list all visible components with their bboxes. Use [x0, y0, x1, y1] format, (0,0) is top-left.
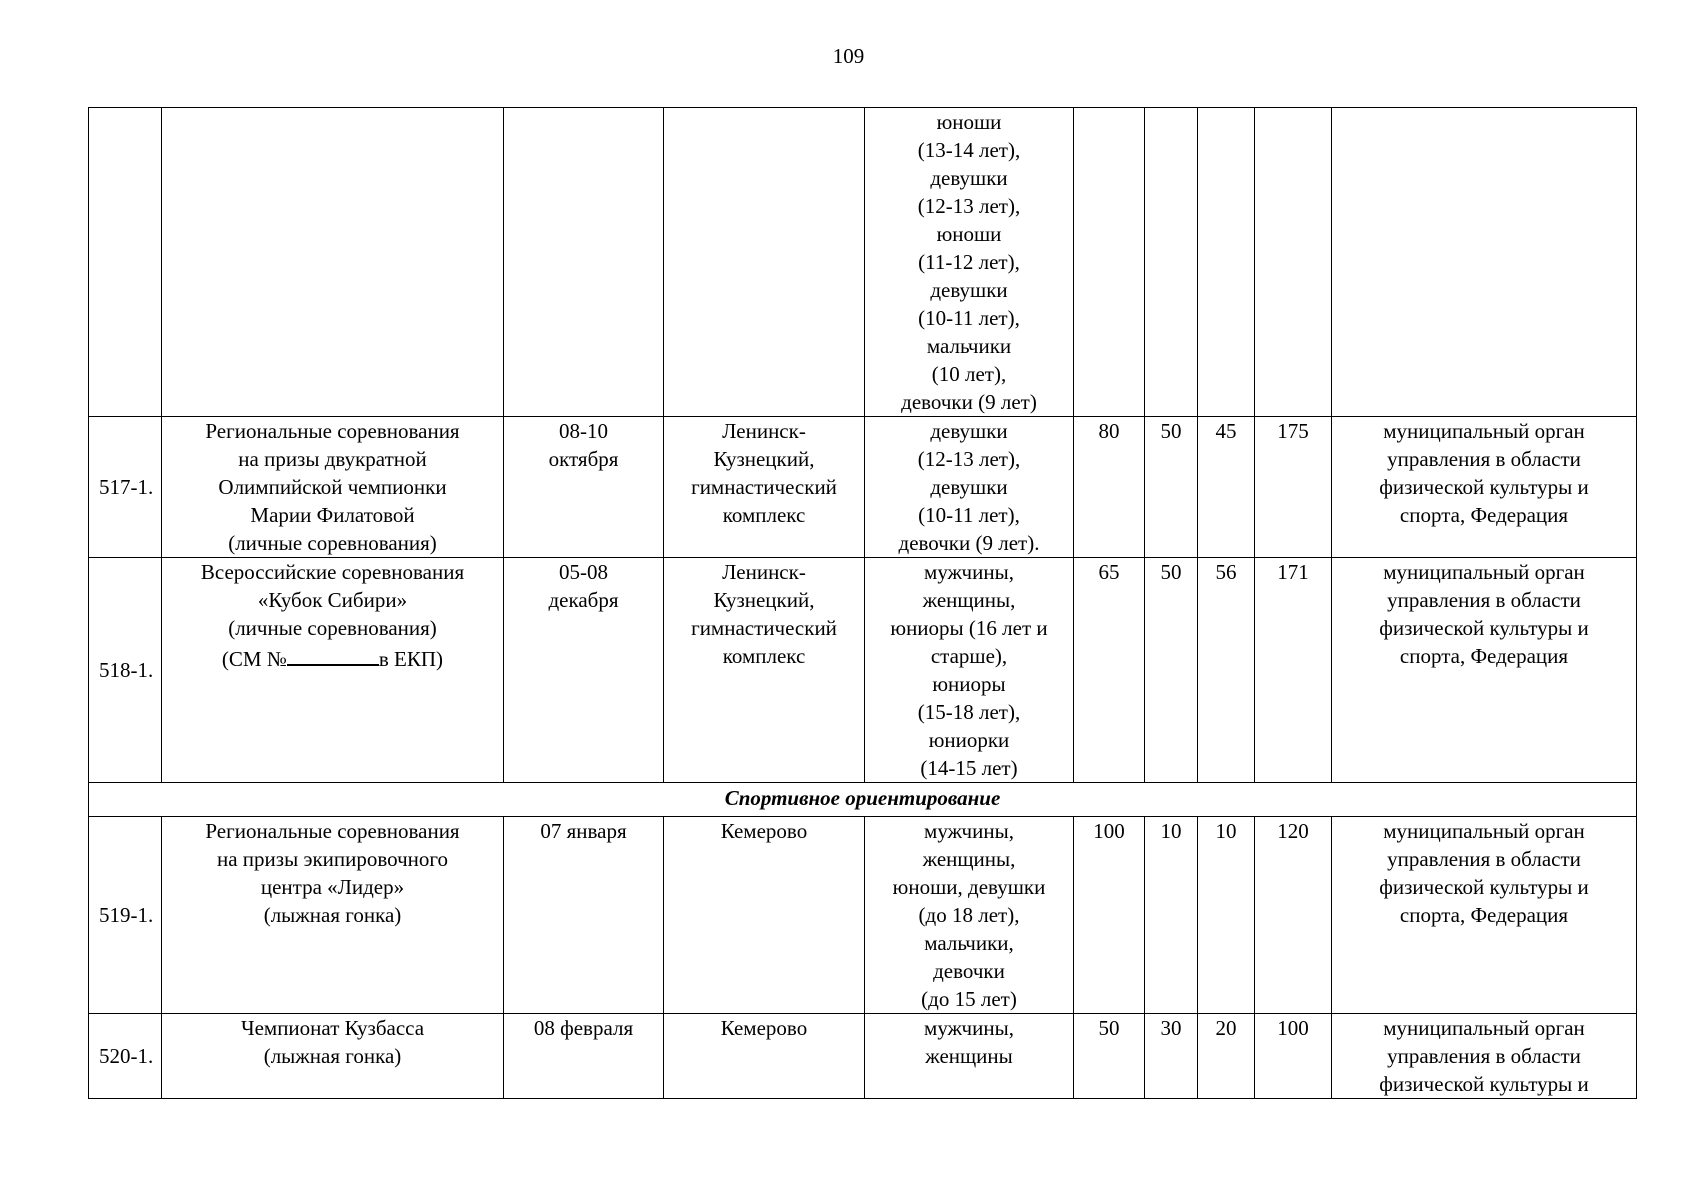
page-number: 109 [832, 44, 865, 68]
event-name: Региональные соревнования на призы экипировочного центра «Лидер» (лыжная гонка) [162, 817, 504, 1014]
event-age-groups: мужчины, женщины, юноши, девушки (до 18 лет), мальчики, девочки (до 15 лет) [865, 817, 1074, 1014]
ekp-reference: (СМ № в ЕКП) [222, 647, 443, 671]
event-count-total: 171 [1255, 558, 1332, 783]
event-place [664, 108, 865, 417]
event-count-total: 175 [1255, 417, 1332, 558]
event-number: 520-1. [89, 1014, 162, 1099]
section-title: Спортивное ориентирование [89, 783, 1637, 817]
event-dates [504, 108, 664, 417]
event-place: Ленинск- Кузнецкий, гимнастический комплекс [664, 558, 865, 783]
event-count-3: 20 [1198, 1014, 1255, 1099]
event-count-total [1255, 108, 1332, 417]
event-name-line: (личные соревнования) [228, 616, 437, 640]
event-count-2: 10 [1145, 817, 1198, 1014]
event-age-groups: мужчины, женщины [865, 1014, 1074, 1099]
event-dates: 05-08 декабря [504, 558, 664, 783]
event-place: Кемерово [664, 817, 865, 1014]
event-organizer: муниципальный орган управления в области физической культуры и спорта, Федерация [1332, 558, 1637, 783]
event-place: Ленинск- Кузнецкий, гимнастический комплекс [664, 417, 865, 558]
event-count-3: 45 [1198, 417, 1255, 558]
event-number: 519-1. [89, 817, 162, 1014]
event-number [89, 108, 162, 417]
event-number: 517-1. [89, 417, 162, 558]
event-name-line: «Кубок Сибири» [257, 588, 408, 612]
event-age-groups: мужчины, женщины, юниоры (16 лет и старше), юниоры (15-18 лет), юниорки (14-15 лет) [865, 558, 1074, 783]
event-count-2: 50 [1145, 558, 1198, 783]
table-row [89, 108, 1637, 417]
event-count-1: 80 [1074, 417, 1145, 558]
event-place: Кемерово [664, 1014, 865, 1099]
event-name [162, 108, 504, 417]
event-count-total: 120 [1255, 817, 1332, 1014]
event-organizer: муниципальный орган управления в области физической культуры и [1332, 1014, 1637, 1099]
event-dates: 08-10 октября [504, 417, 664, 558]
event-count-3 [1198, 108, 1255, 417]
event-count-2 [1145, 108, 1198, 417]
event-count-2: 30 [1145, 1014, 1198, 1099]
table-row [89, 558, 1637, 783]
event-age-groups: девушки (12-13 лет), девушки (10-11 лет), девочки (9 лет). [865, 417, 1074, 558]
event-count-2: 50 [1145, 417, 1198, 558]
event-number: 518-1. [89, 558, 162, 783]
event-dates: 08 февраля [504, 1014, 664, 1099]
event-name: Чемпионат Кузбасса (лыжная гонка) [162, 1014, 504, 1099]
events-table [88, 107, 1637, 1099]
blank-fill-line [287, 642, 379, 666]
table-row [89, 817, 1637, 1014]
event-count-3: 10 [1198, 817, 1255, 1014]
event-count-1: 65 [1074, 558, 1145, 783]
event-organizer: муниципальный орган управления в области физической культуры и спорта, Федерация [1332, 817, 1637, 1014]
table-row [89, 1014, 1637, 1099]
event-dates: 07 января [504, 817, 664, 1014]
event-count-1: 50 [1074, 1014, 1145, 1099]
table-row [89, 417, 1637, 558]
event-age-groups: юноши (13-14 лет), девушки (12-13 лет), юноши (11-12 лет), девушки (10-11 лет), мальчики (10 лет), девочки (9 лет) [865, 108, 1074, 417]
section-row [89, 783, 1637, 817]
event-organizer [1332, 108, 1637, 417]
event-count-1 [1074, 108, 1145, 417]
event-count-3: 56 [1198, 558, 1255, 783]
event-name [162, 558, 504, 783]
event-name-line: Всероссийские соревнования [200, 560, 465, 584]
event-organizer: муниципальный орган управления в области физической культуры и спорта, Федерация [1332, 417, 1637, 558]
event-name: Региональные соревнования на призы двукратной Олимпийской чемпионки Марии Филатовой (личные соревнования) [162, 417, 504, 558]
event-count-total: 100 [1255, 1014, 1332, 1099]
event-count-1: 100 [1074, 817, 1145, 1014]
